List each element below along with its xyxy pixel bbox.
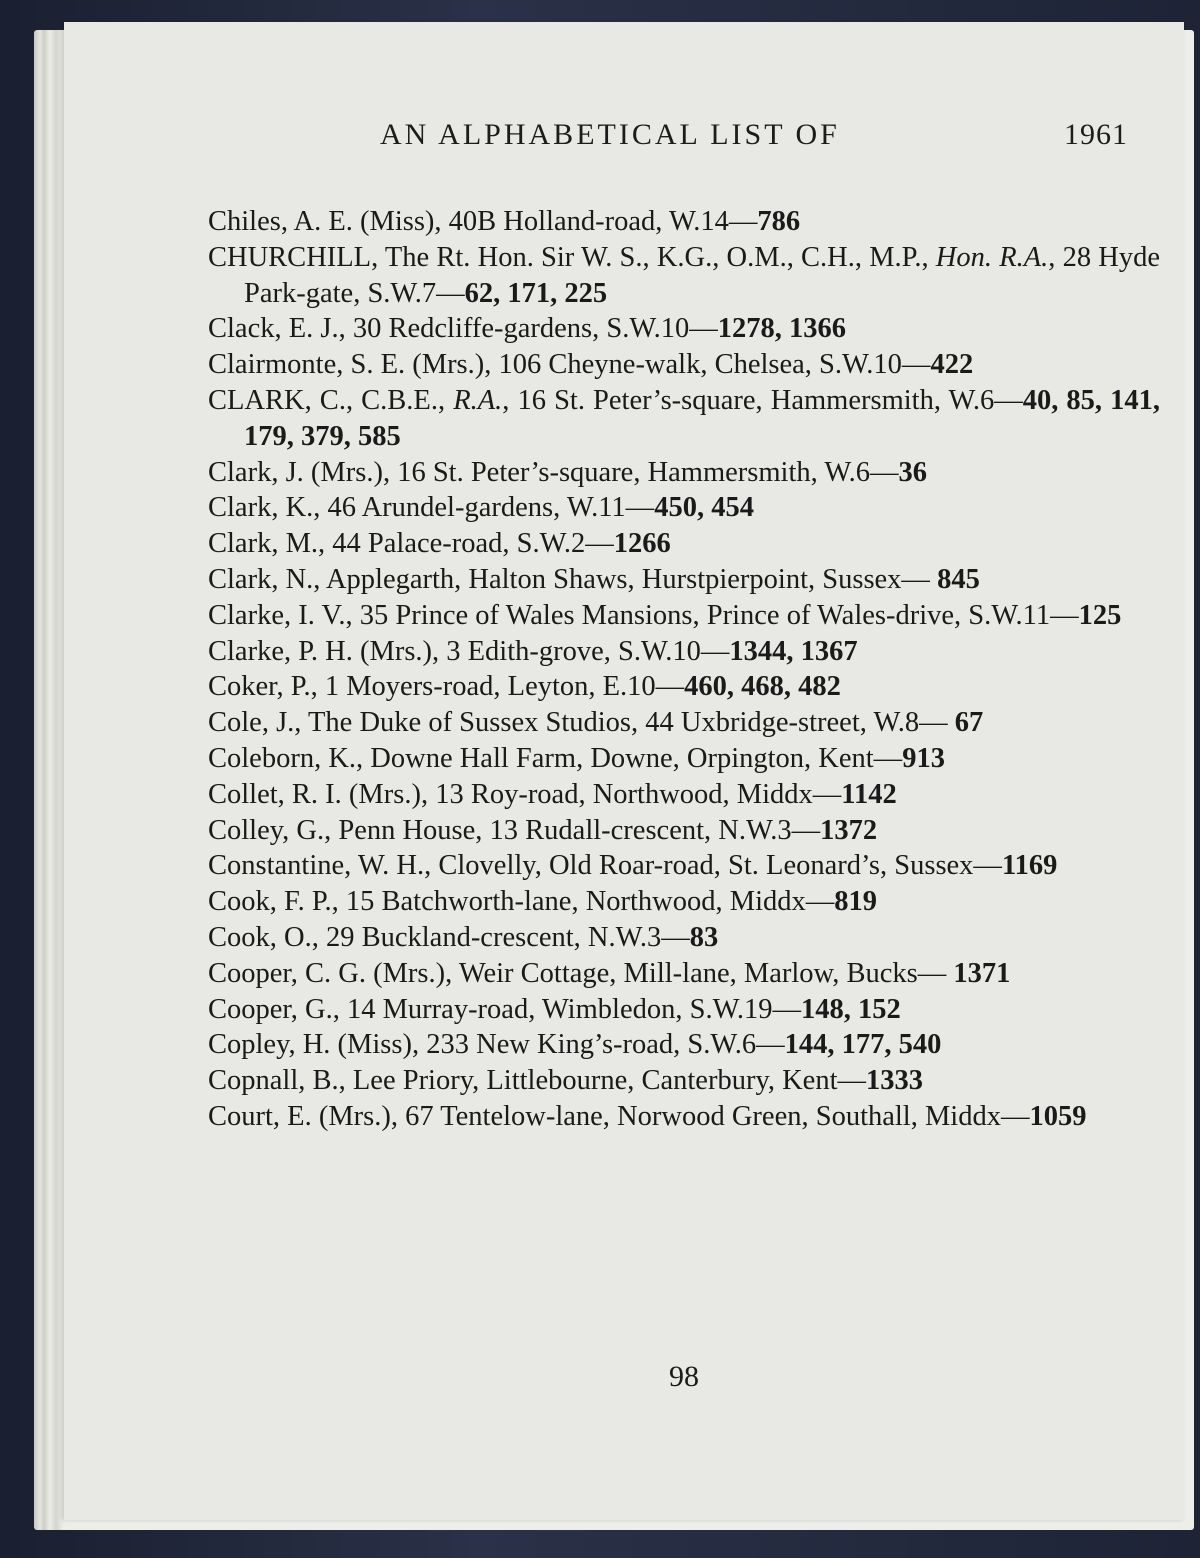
entry-numbers: 1371 xyxy=(953,957,1011,989)
entry-address: Clark, J. (Mrs.), 16 St. Peter’s-square, Hammersmith, W.6— xyxy=(208,456,899,488)
entry-address: Clark, M., 44 Palace-road, S.W.2— xyxy=(208,528,614,560)
page-number: 98 xyxy=(669,1360,699,1393)
entry-address: Court, E. (Mrs.), 67 Tentelow-lane, Norwood Green, Southall, Middx— xyxy=(208,1100,1030,1132)
list-entry xyxy=(208,634,1160,670)
entry-address: Clarke, I. V., 35 Prince of Wales Mansions, Prince of Wales-drive, S.W.11— xyxy=(208,599,1079,631)
entry-numbers: 460, 468, 482 xyxy=(684,671,841,703)
entry-address: Constantine, W. H., Clovelly, Old Roar-road, St. Leonard’s, Sussex— xyxy=(208,850,1002,882)
page-year: 1961 xyxy=(1064,118,1128,151)
list-entry xyxy=(208,813,1160,849)
list-entry xyxy=(208,884,1160,920)
running-head: AN ALPHABETICAL LIST OF xyxy=(380,118,840,151)
entry-numbers: 144, 177, 540 xyxy=(784,1029,942,1061)
entry-address: Cooper, G., 14 Murray-road, Wimbledon, S.W.19— xyxy=(208,993,801,1025)
list-entry xyxy=(208,992,1160,1028)
list-entry xyxy=(208,669,1160,705)
entry-name: CLARK, C., C.B.E., xyxy=(208,384,454,416)
entry-address: Cole, J., The Duke of Sussex Studios, 44 Uxbridge-street, W.8— xyxy=(208,707,955,739)
entry-numbers: 40, 85, 141, 179, 379, 585 xyxy=(244,384,1161,452)
entry-numbers: 1169 xyxy=(1001,850,1058,882)
entry-address: , 28 Hyde Park-gate, S.W.7— xyxy=(244,241,1160,309)
list-entry xyxy=(208,490,1160,526)
entry-numbers: 1059 xyxy=(1029,1100,1087,1132)
list-entry xyxy=(208,347,1160,383)
list-entry xyxy=(208,455,1160,491)
entry-honour: Hon. R.A. xyxy=(935,241,1049,273)
list-entry xyxy=(208,920,1160,956)
list-entry xyxy=(208,705,1160,741)
entry-numbers: 913 xyxy=(902,742,945,774)
entry-numbers: 845 xyxy=(937,563,980,595)
entry-address: Cooper, C. G. (Mrs.), Weir Cottage, Mill-lane, Marlow, Bucks— xyxy=(208,957,954,989)
entry-numbers: 36 xyxy=(898,456,928,488)
entry-address: Clark, K., 46 Arundel-gardens, W.11— xyxy=(208,492,655,524)
entry-address: Clack, E. J., 30 Redcliffe-gardens, S.W.10— xyxy=(208,313,718,345)
entry-numbers: 83 xyxy=(689,921,719,953)
entry-list xyxy=(208,204,1160,1135)
entry-numbers: 422 xyxy=(930,349,974,381)
entry-numbers: 819 xyxy=(834,886,878,918)
entry-address: Collet, R. I. (Mrs.), 13 Roy-road, Northwood, Middx— xyxy=(208,778,842,810)
entry-numbers: 1372 xyxy=(820,814,878,846)
entry-numbers: 148, 152 xyxy=(800,993,901,1025)
list-entry xyxy=(208,1027,1160,1063)
entry-numbers: 67 xyxy=(954,707,984,739)
list-entry xyxy=(208,741,1160,777)
entry-address: Cook, O., 29 Buckland-crescent, N.W.3— xyxy=(208,921,690,953)
list-entry xyxy=(208,848,1160,884)
entry-address: Coleborn, K., Downe Hall Farm, Downe, Orpington, Kent— xyxy=(208,742,903,774)
entry-numbers: 786 xyxy=(757,206,801,237)
entry-honour: R.A. xyxy=(453,384,503,416)
entry-address: , 16 St. Peter’s-square, Hammersmith, W.6— xyxy=(502,384,1023,416)
list-entry xyxy=(208,777,1160,813)
list-entry xyxy=(208,1063,1160,1099)
entry-address: Coker, P., 1 Moyers-road, Leyton, E.10— xyxy=(208,671,685,703)
list-entry xyxy=(208,526,1160,562)
list-entry xyxy=(208,598,1160,634)
entry-numbers: 1266 xyxy=(613,528,671,560)
list-entry xyxy=(208,311,1160,347)
entry-numbers: 1278, 1366 xyxy=(717,313,846,345)
list-entry xyxy=(208,562,1160,598)
list-entry xyxy=(208,1099,1160,1135)
entry-numbers: 125 xyxy=(1078,599,1122,631)
entry-address: Copley, H. (Miss), 233 New King’s-road, S.W.6— xyxy=(208,1029,785,1061)
entry-address: Copnall, B., Lee Priory, Littlebourne, Canterbury, Kent— xyxy=(208,1065,866,1097)
entry-numbers: 450, 454 xyxy=(654,492,754,524)
list-entry xyxy=(208,956,1160,992)
entry-address: Clarke, P. H. (Mrs.), 3 Edith-grove, S.W.10— xyxy=(208,635,730,667)
entry-numbers: 1142 xyxy=(841,778,897,810)
entry-address: Clairmonte, S. E. (Mrs.), 106 Cheyne-walk, Chelsea, S.W.10— xyxy=(208,349,931,381)
entry-address: Clark, N., Applegarth, Halton Shaws, Hurstpierpoint, Sussex— xyxy=(208,563,938,595)
entry-numbers: 1333 xyxy=(866,1065,923,1097)
entry-numbers: 62, 171, 225 xyxy=(464,277,608,309)
list-entry xyxy=(208,383,1160,455)
list-entry xyxy=(208,240,1160,312)
entry-numbers: 1344, 1367 xyxy=(729,635,858,667)
list-entry xyxy=(208,204,1160,240)
entry-address: Cook, F. P., 15 Batchworth-lane, Northwood, Middx— xyxy=(208,886,835,918)
entry-name: CHURCHILL, The Rt. Hon. Sir W. S., K.G., O.M., C.H., M.P., xyxy=(208,241,936,273)
entry-address: Chiles, A. E. (Miss), 40B Holland-road, W.14— xyxy=(208,206,758,237)
entry-address: Colley, G., Penn House, 13 Rudall-crescent, N.W.3— xyxy=(208,814,821,846)
